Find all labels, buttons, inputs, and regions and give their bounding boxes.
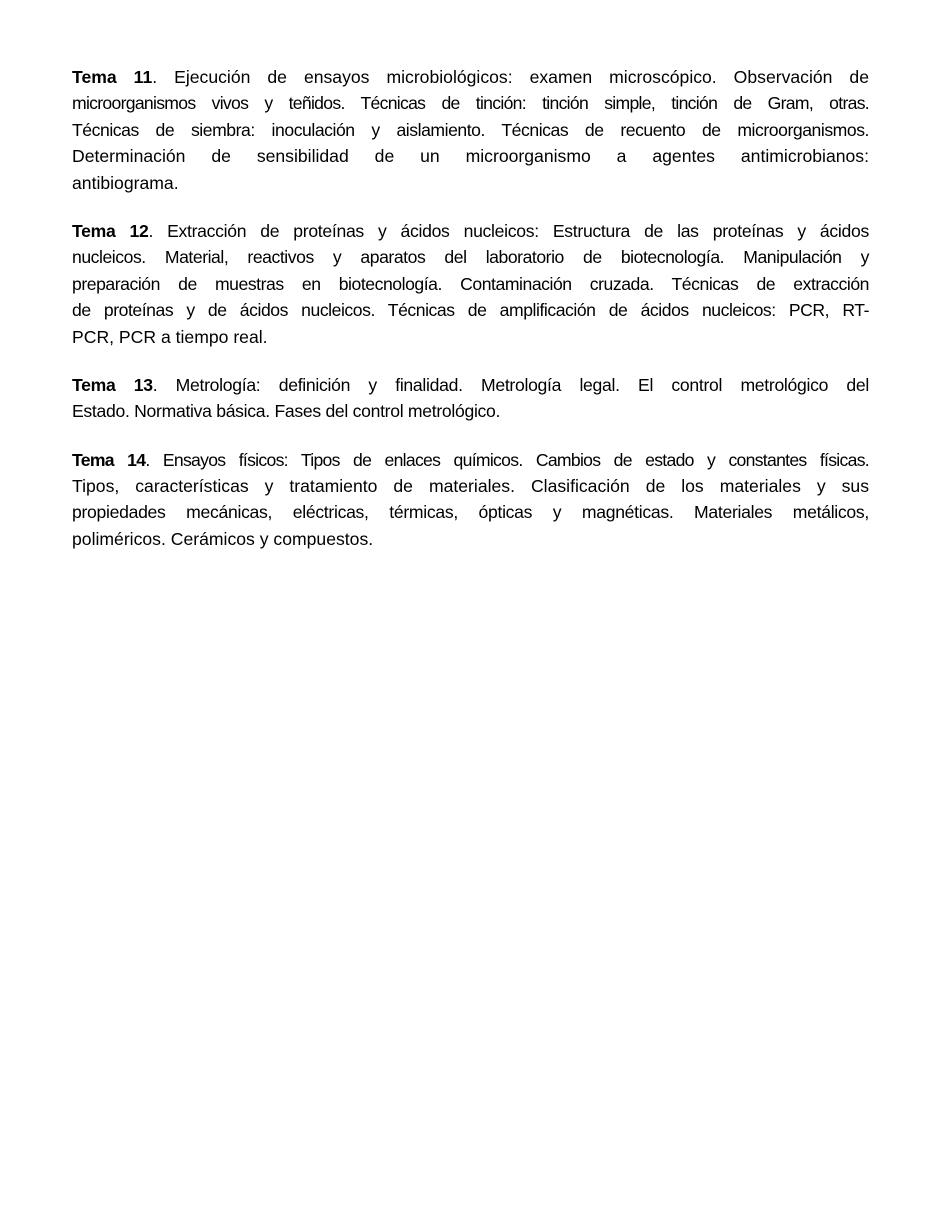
tema-12-paragraph	[72, 218, 869, 350]
line-text: preparación de muestras en biotecnología. Contaminación cruzada. Técnicas de extracción	[72, 273, 869, 294]
line-text: propiedades mecánicas, eléctricas, térmicas, ópticas y magnéticas. Materiales metálicos,	[72, 502, 869, 523]
line-text: de proteínas y de ácidos nucleicos. Técnicas de amplificación de ácidos nucleicos: PCR, RT-	[72, 300, 869, 321]
tema-label: Tema 12	[72, 220, 149, 241]
line-text: . Extracción de proteínas y ácidos nucleicos: Estructura de las proteínas y ácidos	[148, 220, 869, 241]
paragraph-line	[72, 143, 869, 169]
tema-11-paragraph	[72, 64, 869, 196]
line-text: Estado. Normativa básica. Fases del control metrológico.	[72, 401, 501, 422]
paragraph-line	[72, 526, 869, 552]
paragraph-line	[72, 218, 869, 244]
paragraph-line	[72, 447, 869, 473]
tema-13-paragraph	[72, 372, 869, 425]
paragraph-line	[72, 64, 869, 90]
paragraph-line	[72, 90, 869, 116]
line-text: antibiograma.	[72, 172, 179, 193]
line-text: poliméricos. Cerámicos y compuestos.	[72, 528, 374, 549]
paragraph-line	[72, 473, 869, 499]
tema-label: Tema 11	[72, 67, 153, 87]
line-text: Tipos, características y tratamiento de materiales. Clasificación de los materiales y sus	[72, 476, 869, 497]
paragraph-line	[72, 297, 869, 323]
tema-14-paragraph	[72, 447, 869, 553]
line-text: Determinación de sensibilidad de un microorganismo a agentes antimicrobianos:	[72, 146, 869, 167]
paragraph-line	[72, 499, 869, 525]
line-text: . Metrología: definición y finalidad. Metrología legal. El control metrológico del	[152, 374, 870, 395]
tema-label: Tema 14	[72, 449, 146, 470]
line-text: PCR, PCR a tiempo real.	[72, 326, 268, 347]
paragraph-line	[72, 170, 869, 196]
line-text: nucleicos. Material, reactivos y aparatos del laboratorio de biotecnología. Manipulación y	[72, 247, 869, 268]
paragraph-line	[72, 372, 869, 398]
paragraph-line	[72, 324, 869, 350]
paragraph-line	[72, 117, 869, 143]
paragraph-line	[72, 244, 869, 270]
line-text: Técnicas de siembra: inoculación y aislamiento. Técnicas de recuento de microorganismos.	[72, 119, 869, 140]
line-text: . Ejecución de ensayos microbiológicos: examen microscópico. Observación de	[152, 67, 870, 87]
paragraph-line	[72, 271, 869, 297]
line-text: microorganismos vivos y teñidos. Técnicas de tinción: tinción simple, tinción de Gram, otras.	[72, 93, 869, 114]
tema-label: Tema 13	[72, 374, 153, 395]
document-page	[72, 64, 869, 574]
paragraph-line	[72, 398, 869, 424]
line-text: . Ensayos físicos: Tipos de enlaces químicos. Cambios de estado y constantes físicas.	[145, 449, 869, 470]
